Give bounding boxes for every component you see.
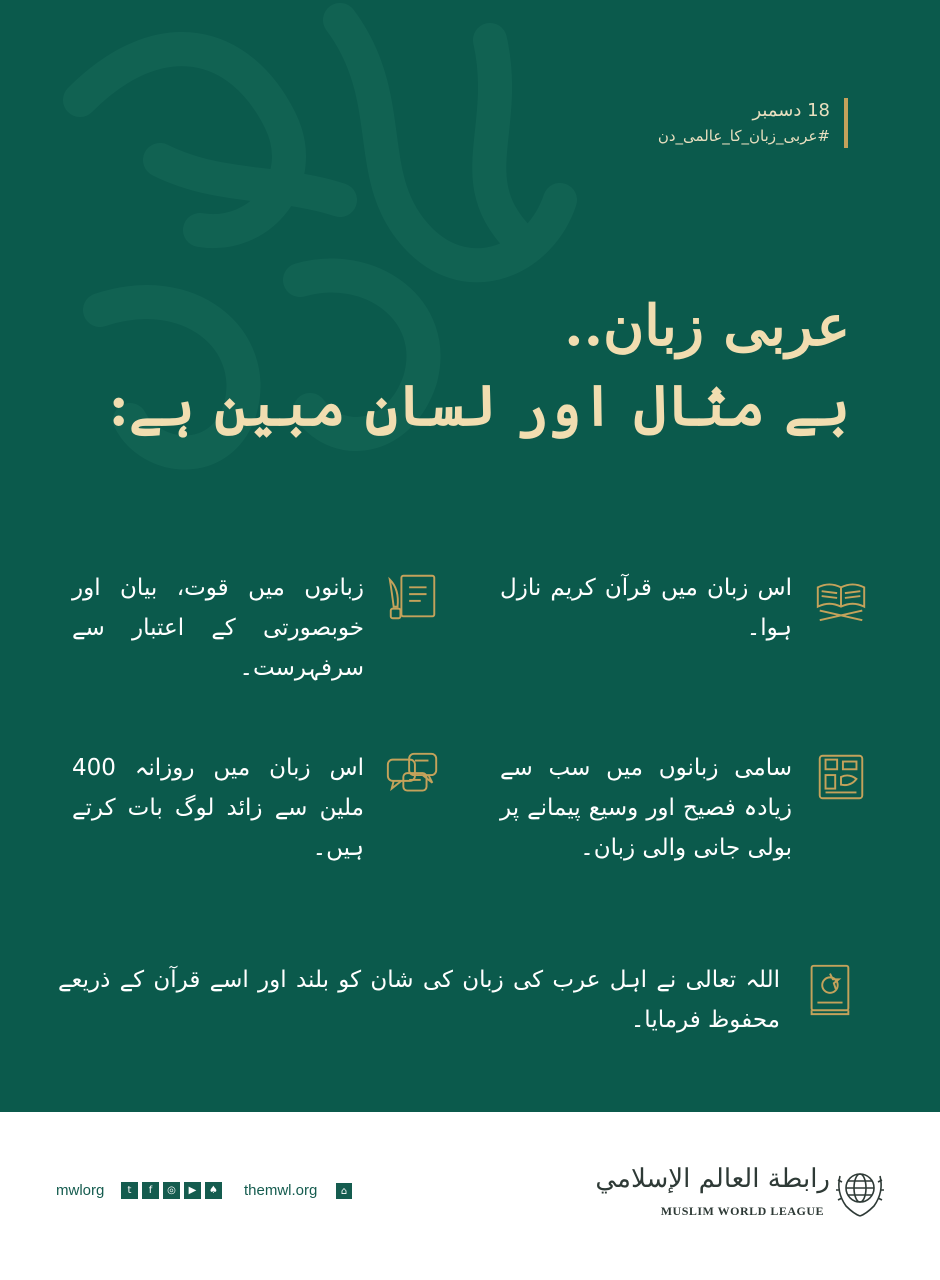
quill-paper-icon	[384, 568, 442, 626]
logo-english-text: MUSLIM WORLD LEAGUE	[660, 1204, 824, 1218]
info-item-text: زبانوں میں قوت، بیان اور خوبصورتی کے اعتبار سے سرفہرست۔	[72, 575, 364, 681]
date: 18 دسمبر	[752, 100, 830, 121]
chat-bubbles-icon	[384, 748, 442, 806]
info-item-text: اس زبان میں قرآن کریم نازل ہوا۔	[500, 575, 792, 641]
page-title	[90, 286, 850, 446]
mwl-emblem-icon	[834, 1162, 886, 1220]
logo-arabic-text: رابطة العالم الإسلامي	[595, 1164, 830, 1194]
info-item-text: اس زبان میں روزانہ 400 ملین سے زائد لوگ بات کرتے ہیں۔	[72, 755, 364, 861]
snapchat-icon[interactable]: ♠	[205, 1182, 222, 1199]
twitter-icon[interactable]: t	[121, 1182, 138, 1199]
social-handle[interactable]: mwlorg	[56, 1182, 105, 1199]
website-link[interactable]: themwl.org	[244, 1182, 318, 1199]
info-item-text: سامی زبانوں میں سب سے زیادہ فصیح اور وسیع پیمانے پر بولی جانی والی زبان۔	[500, 755, 792, 861]
info-item-semitic	[500, 748, 870, 878]
info-item-preserved	[58, 960, 858, 1050]
date-block	[658, 98, 848, 148]
footer	[0, 1112, 940, 1280]
instagram-icon[interactable]: ◎	[163, 1182, 180, 1199]
youtube-icon[interactable]: ▶	[184, 1182, 201, 1199]
title-line-1: عربی زبان..	[564, 293, 850, 359]
scroll-map-icon	[812, 748, 870, 806]
info-item-speakers	[72, 748, 442, 878]
home-icon[interactable]: ⌂	[336, 1183, 352, 1199]
info-item-eloquence	[72, 568, 442, 698]
social-links	[121, 1182, 222, 1199]
facebook-icon[interactable]: f	[142, 1182, 159, 1199]
book-icon	[800, 960, 858, 1018]
title-line-2: بے مثال اور لسانِ مبین ہے:	[108, 373, 850, 439]
info-item-text: اللہ تعالی نے اہل عرب کی زبان کی شان کو بلند اور اسے قرآن کے ذریعے محفوظ فرمایا۔	[58, 967, 780, 1033]
quran-on-stand-icon	[812, 568, 870, 626]
hashtag: #عربی_زبان_کا_عالمی_دن	[657, 127, 830, 145]
info-item-quran	[500, 568, 870, 658]
